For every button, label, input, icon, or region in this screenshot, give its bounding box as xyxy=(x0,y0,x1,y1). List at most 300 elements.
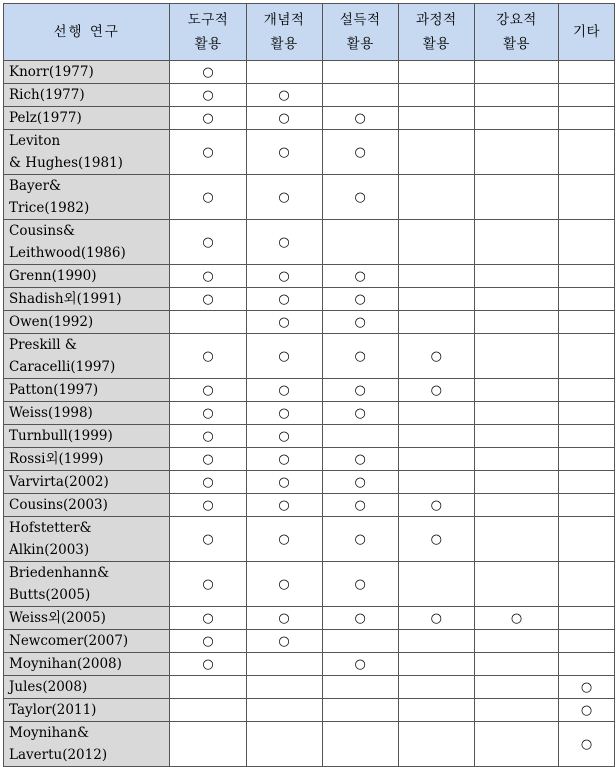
study-name: Pelz(1977) xyxy=(9,110,82,126)
usage-cell xyxy=(559,107,615,130)
table-row xyxy=(4,107,615,130)
study-name-cell xyxy=(4,265,170,288)
usage-cell xyxy=(322,471,398,494)
usage-cell xyxy=(398,471,474,494)
study-name-cell xyxy=(4,334,170,379)
study-name-cell xyxy=(4,653,170,676)
usage-cell xyxy=(474,517,558,562)
study-name-cell xyxy=(4,562,170,607)
prior-studies-table xyxy=(3,3,615,767)
circle-mark-icon: ○ xyxy=(278,610,290,626)
study-name-cell xyxy=(4,676,170,699)
usage-cell xyxy=(474,402,558,425)
usage-cell xyxy=(170,494,246,517)
circle-mark-icon: ○ xyxy=(580,736,593,752)
table-row xyxy=(4,84,615,107)
circle-mark-icon: ○ xyxy=(202,348,214,364)
header-other xyxy=(559,4,615,61)
study-name: Trice(1982) xyxy=(9,200,90,216)
usage-cell xyxy=(559,265,615,288)
circle-mark-icon: ○ xyxy=(202,64,214,80)
usage-cell xyxy=(559,61,615,84)
usage-cell xyxy=(398,265,474,288)
study-name: Butts(2005) xyxy=(9,587,91,603)
usage-cell xyxy=(170,425,246,448)
usage-cell xyxy=(170,471,246,494)
usage-cell xyxy=(246,425,322,448)
study-name: Moynihan& xyxy=(9,725,90,741)
circle-mark-icon: ○ xyxy=(354,576,366,592)
usage-cell xyxy=(559,448,615,471)
usage-cell xyxy=(246,448,322,471)
usage-cell xyxy=(474,265,558,288)
usage-cell xyxy=(474,607,558,630)
circle-mark-icon: ○ xyxy=(278,405,290,421)
usage-cell xyxy=(170,517,246,562)
study-name: Grenn(1990) xyxy=(9,268,97,284)
table-row xyxy=(4,517,615,562)
usage-cell xyxy=(170,676,246,699)
usage-cell xyxy=(474,175,558,220)
usage-cell xyxy=(246,676,322,699)
usage-cell xyxy=(322,311,398,334)
circle-mark-icon: ○ xyxy=(202,382,214,398)
study-name-cell xyxy=(4,494,170,517)
circle-mark-icon: ○ xyxy=(354,405,366,421)
usage-cell xyxy=(322,175,398,220)
study-name: Weiss외(2005) xyxy=(9,610,106,626)
usage-cell xyxy=(398,676,474,699)
usage-cell xyxy=(246,471,322,494)
header-conceptual-use xyxy=(246,4,322,61)
study-name: Weiss(1998) xyxy=(9,405,93,421)
usage-cell xyxy=(246,607,322,630)
circle-mark-icon: ○ xyxy=(354,268,366,284)
circle-mark-icon: ○ xyxy=(354,451,366,467)
circle-mark-icon: ○ xyxy=(354,144,366,160)
circle-mark-icon: ○ xyxy=(430,348,442,364)
usage-cell xyxy=(398,699,474,722)
circle-mark-icon: ○ xyxy=(278,314,290,330)
table-row xyxy=(4,425,615,448)
usage-cell xyxy=(246,175,322,220)
usage-cell xyxy=(474,448,558,471)
usage-cell xyxy=(474,562,558,607)
usage-cell xyxy=(170,607,246,630)
usage-cell xyxy=(474,722,558,767)
circle-mark-icon: ○ xyxy=(278,110,290,126)
study-name: Caracelli(1997) xyxy=(9,359,116,375)
header-label-line: 설득적 xyxy=(339,12,381,28)
usage-cell xyxy=(559,379,615,402)
circle-mark-icon: ○ xyxy=(202,87,214,103)
usage-cell xyxy=(398,175,474,220)
header-label-line: 강요적 xyxy=(496,12,537,28)
circle-mark-icon: ○ xyxy=(202,428,214,444)
usage-cell xyxy=(474,630,558,653)
usage-cell xyxy=(559,288,615,311)
table-row xyxy=(4,494,615,517)
circle-mark-icon: ○ xyxy=(430,497,442,513)
circle-mark-icon: ○ xyxy=(202,110,214,126)
usage-cell xyxy=(170,175,246,220)
circle-mark-icon: ○ xyxy=(354,189,366,205)
usage-cell xyxy=(246,107,322,130)
study-name: Jules(2008) xyxy=(9,679,88,695)
usage-cell xyxy=(170,630,246,653)
table-row xyxy=(4,630,615,653)
table-row xyxy=(4,562,615,607)
usage-cell xyxy=(398,630,474,653)
usage-cell xyxy=(559,562,615,607)
usage-cell xyxy=(559,471,615,494)
usage-cell xyxy=(474,84,558,107)
header-label-line: 활용 xyxy=(346,36,374,52)
usage-cell xyxy=(170,448,246,471)
usage-cell xyxy=(322,699,398,722)
study-name-cell xyxy=(4,607,170,630)
table-row xyxy=(4,175,615,220)
table-row xyxy=(4,607,615,630)
study-name: Shadish외(1991) xyxy=(9,291,122,307)
circle-mark-icon: ○ xyxy=(202,474,214,490)
usage-cell xyxy=(246,379,322,402)
table-row xyxy=(4,288,615,311)
study-name-cell xyxy=(4,425,170,448)
usage-cell xyxy=(559,699,615,722)
table-row xyxy=(4,379,615,402)
usage-cell xyxy=(474,676,558,699)
study-name: Rich(1977) xyxy=(9,87,85,103)
circle-mark-icon: ○ xyxy=(278,268,290,284)
usage-cell xyxy=(170,61,246,84)
usage-cell xyxy=(170,288,246,311)
study-name: Leviton xyxy=(9,133,61,149)
usage-cell xyxy=(398,448,474,471)
usage-cell xyxy=(170,402,246,425)
usage-cell xyxy=(474,699,558,722)
usage-cell xyxy=(398,425,474,448)
usage-cell xyxy=(474,288,558,311)
usage-cell xyxy=(322,653,398,676)
circle-mark-icon: ○ xyxy=(202,291,214,307)
usage-cell xyxy=(398,288,474,311)
study-name-cell xyxy=(4,630,170,653)
study-name-cell xyxy=(4,379,170,402)
table-body xyxy=(4,61,615,767)
usage-cell xyxy=(246,630,322,653)
header-label-line: 도구적 xyxy=(187,12,229,28)
study-name: Rossi외(1999) xyxy=(9,451,104,467)
usage-cell xyxy=(322,676,398,699)
usage-cell xyxy=(559,425,615,448)
usage-cell xyxy=(474,425,558,448)
circle-mark-icon: ○ xyxy=(354,348,366,364)
usage-cell xyxy=(170,334,246,379)
usage-cell xyxy=(398,61,474,84)
study-name: & Hughes(1981) xyxy=(9,155,123,171)
study-name-cell xyxy=(4,517,170,562)
usage-cell xyxy=(474,334,558,379)
table-row xyxy=(4,311,615,334)
circle-mark-icon: ○ xyxy=(202,405,214,421)
usage-cell xyxy=(322,607,398,630)
circle-mark-icon: ○ xyxy=(202,576,214,592)
circle-mark-icon: ○ xyxy=(202,451,214,467)
usage-cell xyxy=(170,562,246,607)
usage-cell xyxy=(474,130,558,175)
usage-cell xyxy=(322,265,398,288)
usage-cell xyxy=(559,630,615,653)
header-label-line: 활용 xyxy=(422,36,450,52)
usage-cell xyxy=(474,379,558,402)
study-name: Briedenhann& xyxy=(9,565,110,581)
circle-mark-icon: ○ xyxy=(278,189,290,205)
usage-cell xyxy=(398,562,474,607)
circle-mark-icon: ○ xyxy=(580,679,593,695)
circle-mark-icon: ○ xyxy=(354,531,366,547)
table-row xyxy=(4,61,615,84)
circle-mark-icon: ○ xyxy=(202,633,214,649)
study-name: Turnbull(1999) xyxy=(9,428,113,444)
usage-cell xyxy=(322,130,398,175)
usage-cell xyxy=(474,653,558,676)
header-row xyxy=(4,4,615,61)
usage-cell xyxy=(170,311,246,334)
usage-cell xyxy=(322,379,398,402)
header-label-line: 개념적 xyxy=(263,12,305,28)
study-name: Varvirta(2002) xyxy=(9,474,109,490)
header-process-use xyxy=(398,4,474,61)
usage-cell xyxy=(246,130,322,175)
usage-cell xyxy=(322,517,398,562)
study-name-cell xyxy=(4,402,170,425)
study-name-cell xyxy=(4,448,170,471)
usage-cell xyxy=(474,311,558,334)
circle-mark-icon: ○ xyxy=(278,382,290,398)
table-row xyxy=(4,699,615,722)
table-row xyxy=(4,471,615,494)
study-name-cell xyxy=(4,61,170,84)
header-imposed-use xyxy=(474,4,558,61)
usage-cell xyxy=(559,130,615,175)
usage-cell xyxy=(170,84,246,107)
header-label-line: 기타 xyxy=(573,24,601,40)
usage-cell xyxy=(559,402,615,425)
circle-mark-icon: ○ xyxy=(354,610,366,626)
usage-cell xyxy=(559,722,615,767)
circle-mark-icon: ○ xyxy=(580,702,593,718)
usage-cell xyxy=(559,607,615,630)
circle-mark-icon: ○ xyxy=(202,189,214,205)
usage-cell xyxy=(246,84,322,107)
header-label-line: 선행 연구 xyxy=(53,24,120,40)
usage-cell xyxy=(246,653,322,676)
study-name: Owen(1992) xyxy=(9,314,94,330)
circle-mark-icon: ○ xyxy=(202,234,214,250)
usage-cell xyxy=(246,61,322,84)
circle-mark-icon: ○ xyxy=(278,348,290,364)
usage-cell xyxy=(559,676,615,699)
circle-mark-icon: ○ xyxy=(278,234,290,250)
usage-cell xyxy=(170,265,246,288)
usage-cell xyxy=(398,84,474,107)
usage-cell xyxy=(398,517,474,562)
usage-cell xyxy=(398,107,474,130)
usage-cell xyxy=(474,220,558,265)
usage-cell xyxy=(398,722,474,767)
table-row xyxy=(4,676,615,699)
usage-cell xyxy=(559,517,615,562)
table-row xyxy=(4,220,615,265)
usage-cell xyxy=(474,494,558,517)
circle-mark-icon: ○ xyxy=(278,633,290,649)
circle-mark-icon: ○ xyxy=(202,656,214,672)
usage-cell xyxy=(246,288,322,311)
study-name-cell xyxy=(4,288,170,311)
header-label-line: 활용 xyxy=(270,36,298,52)
circle-mark-icon: ○ xyxy=(202,268,214,284)
usage-cell xyxy=(170,107,246,130)
usage-cell xyxy=(398,334,474,379)
circle-mark-icon: ○ xyxy=(278,451,290,467)
table-row xyxy=(4,402,615,425)
usage-cell xyxy=(398,311,474,334)
usage-cell xyxy=(322,630,398,653)
usage-cell xyxy=(246,265,322,288)
header-label-line: 활용 xyxy=(502,36,531,52)
usage-cell xyxy=(322,494,398,517)
usage-cell xyxy=(559,311,615,334)
study-name: Preskill & xyxy=(9,337,77,353)
usage-cell xyxy=(246,402,322,425)
usage-cell xyxy=(559,653,615,676)
study-name: Cousins(2003) xyxy=(9,497,108,513)
usage-cell xyxy=(246,311,322,334)
usage-cell xyxy=(474,107,558,130)
usage-cell xyxy=(398,220,474,265)
usage-cell xyxy=(474,471,558,494)
table-row xyxy=(4,265,615,288)
usage-cell xyxy=(246,334,322,379)
usage-cell xyxy=(246,562,322,607)
circle-mark-icon: ○ xyxy=(278,497,290,513)
table-row xyxy=(4,448,615,471)
study-name: Cousins& xyxy=(9,223,76,239)
usage-cell xyxy=(322,84,398,107)
header-label-line: 활용 xyxy=(194,36,222,52)
study-name-cell xyxy=(4,175,170,220)
circle-mark-icon: ○ xyxy=(354,497,366,513)
usage-cell xyxy=(474,61,558,84)
header-instrumental-use xyxy=(170,4,246,61)
circle-mark-icon: ○ xyxy=(354,382,366,398)
study-name: Bayer& xyxy=(9,178,62,194)
circle-mark-icon: ○ xyxy=(278,291,290,307)
usage-cell xyxy=(398,130,474,175)
study-name-cell xyxy=(4,84,170,107)
circle-mark-icon: ○ xyxy=(202,144,214,160)
usage-cell xyxy=(559,494,615,517)
usage-cell xyxy=(559,84,615,107)
study-name: Lavertu(2012) xyxy=(9,747,108,763)
study-name: Patton(1997) xyxy=(9,382,99,398)
study-name: Alkin(2003) xyxy=(9,542,90,558)
circle-mark-icon: ○ xyxy=(278,428,290,444)
study-name: Taylor(2011) xyxy=(9,702,97,718)
table-row xyxy=(4,722,615,767)
study-name-cell xyxy=(4,471,170,494)
study-name-cell xyxy=(4,699,170,722)
usage-cell xyxy=(398,653,474,676)
usage-cell xyxy=(322,107,398,130)
table-header xyxy=(4,4,615,61)
study-name-cell xyxy=(4,311,170,334)
circle-mark-icon: ○ xyxy=(354,474,366,490)
usage-cell xyxy=(559,220,615,265)
usage-cell xyxy=(170,130,246,175)
circle-mark-icon: ○ xyxy=(430,610,442,626)
study-name: Moynihan(2008) xyxy=(9,656,122,672)
usage-cell xyxy=(559,334,615,379)
study-name: Leithwood(1986) xyxy=(9,245,126,261)
study-name-cell xyxy=(4,220,170,265)
circle-mark-icon: ○ xyxy=(278,144,290,160)
header-persuasive-use xyxy=(322,4,398,61)
usage-cell xyxy=(246,220,322,265)
usage-cell xyxy=(322,722,398,767)
study-name-cell xyxy=(4,130,170,175)
circle-mark-icon: ○ xyxy=(354,314,366,330)
usage-cell xyxy=(398,494,474,517)
usage-cell xyxy=(322,220,398,265)
usage-cell xyxy=(170,722,246,767)
circle-mark-icon: ○ xyxy=(278,474,290,490)
usage-cell xyxy=(246,722,322,767)
usage-cell xyxy=(246,494,322,517)
usage-cell xyxy=(322,562,398,607)
usage-cell xyxy=(246,699,322,722)
table-row xyxy=(4,653,615,676)
study-name-cell xyxy=(4,722,170,767)
usage-cell xyxy=(170,653,246,676)
circle-mark-icon: ○ xyxy=(430,382,442,398)
circle-mark-icon: ○ xyxy=(354,110,366,126)
header-label-line: 과정적 xyxy=(416,12,457,28)
circle-mark-icon: ○ xyxy=(278,576,290,592)
usage-cell xyxy=(322,334,398,379)
table-row xyxy=(4,334,615,379)
usage-cell xyxy=(559,175,615,220)
circle-mark-icon: ○ xyxy=(354,291,366,307)
circle-mark-icon: ○ xyxy=(510,610,523,626)
usage-cell xyxy=(170,379,246,402)
circle-mark-icon: ○ xyxy=(202,531,214,547)
usage-cell xyxy=(398,379,474,402)
circle-mark-icon: ○ xyxy=(430,531,442,547)
usage-cell xyxy=(322,61,398,84)
usage-cell xyxy=(322,402,398,425)
circle-mark-icon: ○ xyxy=(354,656,366,672)
circle-mark-icon: ○ xyxy=(202,610,214,626)
usage-cell xyxy=(322,448,398,471)
usage-cell xyxy=(170,220,246,265)
circle-mark-icon: ○ xyxy=(278,531,290,547)
header-prior-study xyxy=(4,4,170,61)
usage-cell xyxy=(322,288,398,311)
table-row xyxy=(4,130,615,175)
study-name: Newcomer(2007) xyxy=(9,633,129,649)
